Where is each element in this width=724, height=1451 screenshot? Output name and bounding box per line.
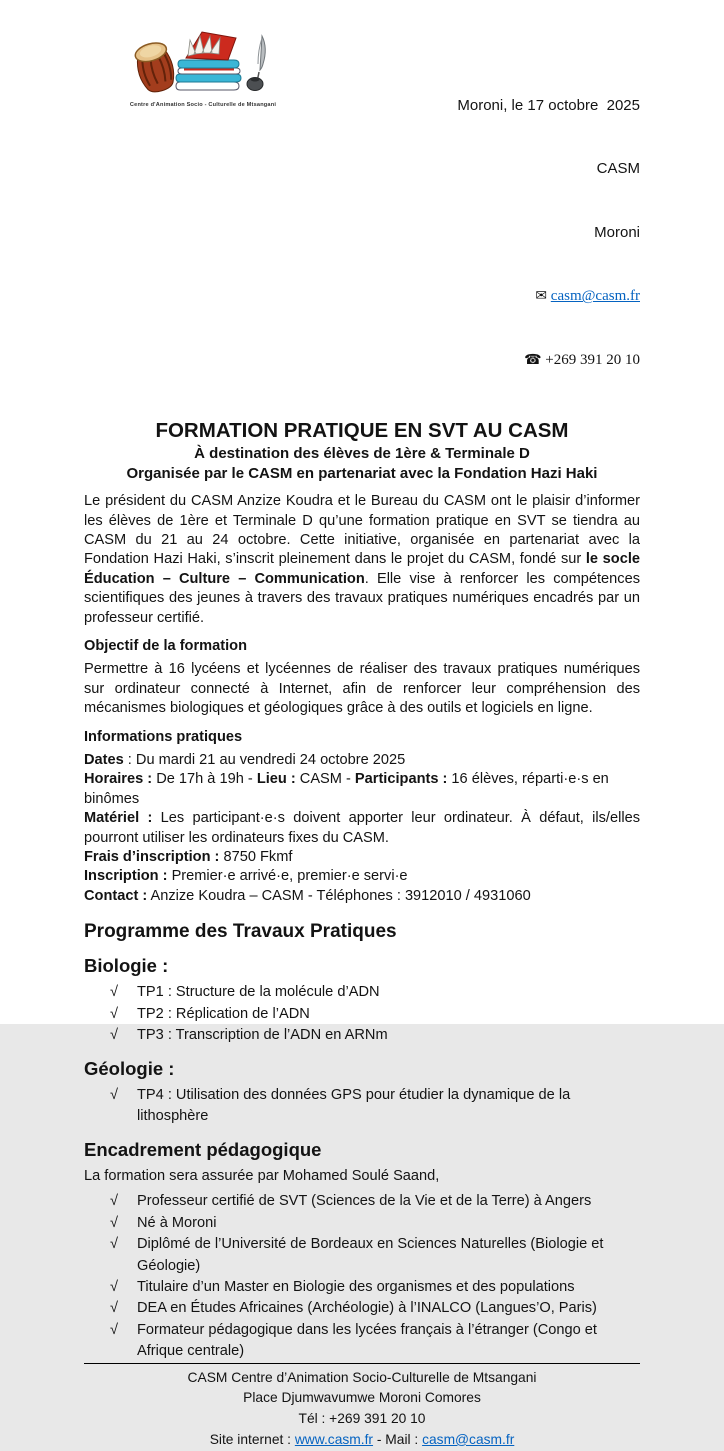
info-value: Anzize Koudra – CASM - Téléphones : 3912010 / 4931060 xyxy=(147,887,531,904)
casm-logo-block xyxy=(118,26,288,110)
qualification-text: Titulaire d’un Master en Biologie des organismes et des populations xyxy=(137,1279,575,1295)
check-icon: √ xyxy=(110,1193,119,1210)
info-label: Frais d’inscription : xyxy=(84,849,220,866)
qualification-item xyxy=(110,1298,640,1319)
info-label: Contact : xyxy=(84,887,148,904)
encadrement-list xyxy=(84,1191,640,1363)
email-link[interactable]: casm@casm.fr xyxy=(550,288,640,305)
contact-block xyxy=(457,52,640,414)
doc-title: FORMATION PRATIQUE EN SVT AU CASM xyxy=(155,419,569,443)
info-value: De 17h à 19h - xyxy=(152,771,257,788)
qualification-text: Né à Moroni xyxy=(137,1214,217,1231)
check-icon: √ xyxy=(110,1279,119,1295)
check-icon: √ xyxy=(110,1300,119,1317)
footer-line-1: CASM Centre d’Animation Socio-Culturelle de Mtsangani xyxy=(187,1369,537,1385)
biologie-heading: Biologie : xyxy=(84,955,169,977)
title-block xyxy=(84,418,640,484)
logo-caption: Centre d'Animation Socio - Culturelle de Mtsangani xyxy=(129,102,277,109)
email-line xyxy=(457,286,640,307)
info-line-contact xyxy=(84,887,640,906)
check-icon: √ xyxy=(110,984,119,1001)
info-line-horaires xyxy=(84,770,640,809)
mail-separator: - Mail : xyxy=(373,1431,423,1447)
geologie-heading: Géologie : xyxy=(84,1057,175,1079)
info-value: CASM - xyxy=(295,771,355,788)
tp-item-text: TP1 : Structure de la molécule d’ADN xyxy=(137,984,380,1001)
qualification-text: DEA en Études Africaines (Archéologie) à l’INALCO (Langues’O, Paris) xyxy=(137,1300,597,1317)
date-line: Moroni, le 17 octobre 2025 xyxy=(457,96,640,114)
check-icon: √ xyxy=(110,1086,119,1103)
qualification-text: Professeur certifié de SVT (Sciences de la Vie et de la Terre) à Angers xyxy=(137,1193,592,1210)
info-line-materiel xyxy=(84,809,640,848)
footer xyxy=(84,1363,640,1451)
doc-subtitle-2: Organisée par le CASM en partenariat avec la Fondation Hazi Haki xyxy=(126,464,598,482)
letterhead xyxy=(84,26,640,414)
tp-list-item xyxy=(110,1004,640,1025)
objectif-text: Permettre à 16 lycéens et lycéennes de réaliser des travaux pratiques numériques sur ordinateur connecté à Internet, afin de renforcer leur compréhension des mécanismes biologiques et géologiques grâce à des outils et logiciels en ligne. xyxy=(84,661,640,717)
qualification-item xyxy=(110,1277,640,1298)
info-line-frais xyxy=(84,848,640,867)
info-label: Matériel : xyxy=(84,810,153,827)
tp-item-text: TP3 : Transcription de l’ADN en ARNm xyxy=(137,1027,388,1044)
city-name: Moroni xyxy=(594,224,640,242)
phone-number: +269 391 20 10 xyxy=(545,352,640,369)
programme-heading: Programme des Travaux Pratiques xyxy=(84,921,397,943)
info-label: Participants : xyxy=(354,771,448,788)
tp-item-text: TP2 : Réplication de l’ADN xyxy=(137,1005,310,1022)
check-icon: √ xyxy=(110,1005,119,1022)
footer-line-3: Tél : +269 391 20 10 xyxy=(298,1411,426,1427)
envelope-icon: ✉ xyxy=(535,288,548,305)
info-label: Dates xyxy=(84,752,124,769)
site-label: Site internet : xyxy=(209,1431,295,1447)
intro-text-1: Le président du CASM Anzize Koudra et le Bureau du CASM ont le plaisir d’informer les élèves de 1ère et Terminale D qu’une formation pratique en SVT se tiendra au CASM du 21 au 24 octobre. Cette initiative, organisée en partenariat avec la Fondation Hazi Haki, s’inscrit pleinement dans le projet du CASM, fondé sur xyxy=(84,493,640,568)
info-label: Lieu : xyxy=(256,771,296,788)
check-icon: √ xyxy=(110,1027,119,1044)
info-value: 8750 Fkmf xyxy=(219,849,293,866)
casm-logo-icon xyxy=(124,26,282,94)
qualification-text: Diplômé de l’Université de Bordeaux en Sciences Naturelles (Biologie et Géologie) xyxy=(137,1236,604,1274)
infos-block xyxy=(84,751,640,906)
org-name: CASM xyxy=(596,160,640,178)
info-line-inscription xyxy=(84,867,640,886)
qualification-item xyxy=(110,1234,640,1277)
doc-subtitle-1: À destination des élèves de 1ère & Terminale D xyxy=(194,444,530,462)
info-value: Premier·e arrivé·e, premier·e servi·e xyxy=(167,868,408,885)
check-icon: √ xyxy=(110,1321,119,1338)
objectif-heading: Objectif de la formation xyxy=(84,638,247,655)
footer-line-2: Place Djumwavumwe Moroni Comores xyxy=(243,1390,481,1406)
info-value: Les participant·e·s doivent apporter leur ordinateur. À défaut, ils/elles pourront utiliser les ordinateurs fixes du CASM. xyxy=(84,810,640,846)
encadrement-intro: La formation sera assurée par Mohamed Soulé Saand, xyxy=(84,1167,440,1184)
mail-link[interactable]: casm@casm.fr xyxy=(422,1431,515,1447)
site-link[interactable]: www.casm.fr xyxy=(294,1431,374,1447)
geologie-list xyxy=(84,1085,640,1128)
tp-list-item xyxy=(110,1025,640,1046)
info-label: Inscription : xyxy=(84,868,168,885)
intro-paragraph xyxy=(84,492,640,628)
check-icon: √ xyxy=(110,1236,119,1253)
tp-list-item xyxy=(110,1085,640,1128)
tp-item-text: TP4 : Utilisation des données GPS pour étudier la dynamique de la lithosphère xyxy=(137,1086,571,1125)
encadrement-heading: Encadrement pédagogique xyxy=(84,1138,322,1160)
qualification-text: Formateur pédagogique dans les lycées français à l’étranger (Congo et Afrique centrale) xyxy=(137,1321,597,1360)
qualification-item xyxy=(110,1191,640,1212)
qualification-item xyxy=(110,1213,640,1234)
info-value: 16 élèves, réparti·e·s en binômes xyxy=(84,771,609,807)
info-label: Horaires : xyxy=(84,771,153,788)
biologie-list xyxy=(84,982,640,1046)
infos-heading: Informations pratiques xyxy=(84,728,243,745)
info-line-dates xyxy=(84,751,640,770)
intro-text-2: . Elle vise à renforcer les compétences scientifiques des jeunes à travers des travaux pratiques numériques encadrés par un professeur certifié. xyxy=(84,570,640,626)
qualification-item xyxy=(110,1320,640,1363)
check-icon: √ xyxy=(110,1214,119,1231)
info-value: : Du mardi 21 au vendredi 24 octobre 2025 xyxy=(123,752,406,769)
footer-links-line xyxy=(84,1430,640,1451)
phone-line xyxy=(457,350,640,371)
phone-icon: ☎ xyxy=(524,352,542,369)
tp-list-item xyxy=(110,982,640,1003)
intro-text-bold: le socle Éducation – Culture – Communication xyxy=(84,551,640,587)
